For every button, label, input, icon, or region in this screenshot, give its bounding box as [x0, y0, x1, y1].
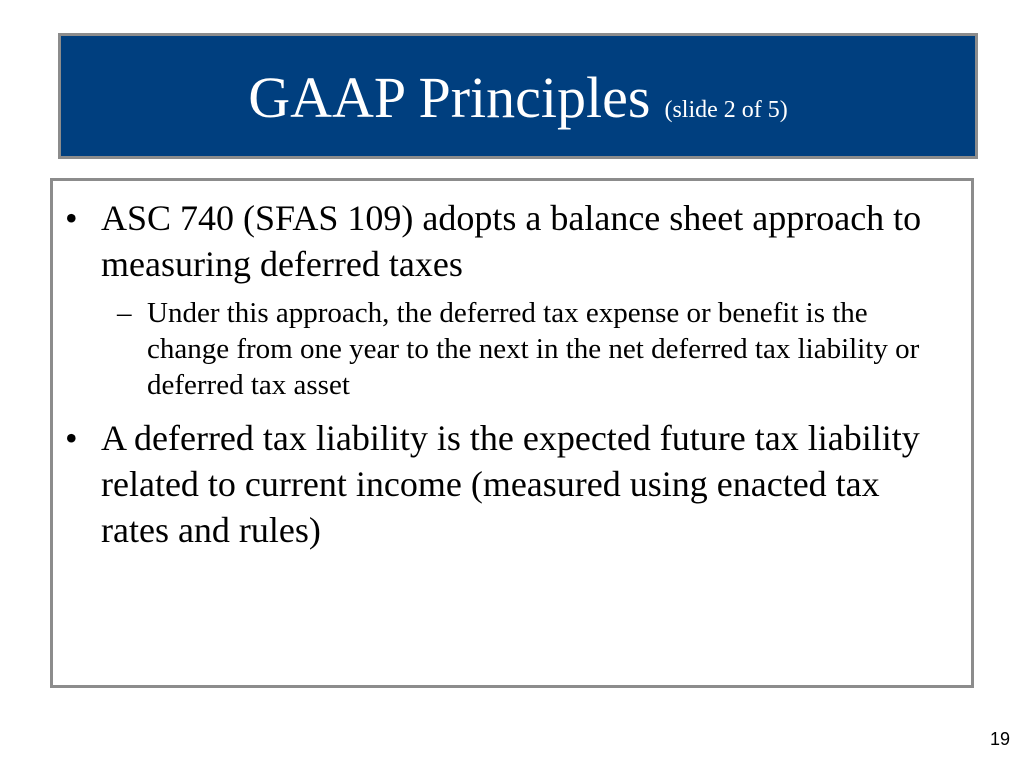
slide-title	[248, 65, 788, 130]
bullet-text: A deferred tax liability is the expected future tax liability related to current income (measured using enacted tax rates and rules)	[101, 418, 920, 550]
subbullet-marker: –	[117, 297, 132, 329]
bullet-item	[53, 195, 931, 403]
bullet-marker: •	[65, 418, 78, 458]
subbullet-list	[101, 295, 931, 403]
content-box	[50, 178, 974, 688]
bullet-text: ASC 740 (SFAS 109) adopts a balance sheet approach to measuring deferred taxes	[101, 198, 922, 284]
subbullet-text: Under this approach, the deferred tax expense or benefit is the change from one year to the next in the net deferred tax liability or deferred tax asset	[147, 297, 920, 401]
bullet-item	[53, 415, 931, 553]
slide-number: 19	[989, 729, 1010, 749]
title-banner	[58, 33, 978, 159]
slide-title-main: GAAP Principles	[248, 65, 651, 130]
subbullet-item	[101, 295, 931, 403]
slide-title-sub: (slide 2 of 5)	[664, 97, 788, 123]
bullet-list	[53, 181, 971, 553]
bullet-marker: •	[65, 198, 78, 238]
